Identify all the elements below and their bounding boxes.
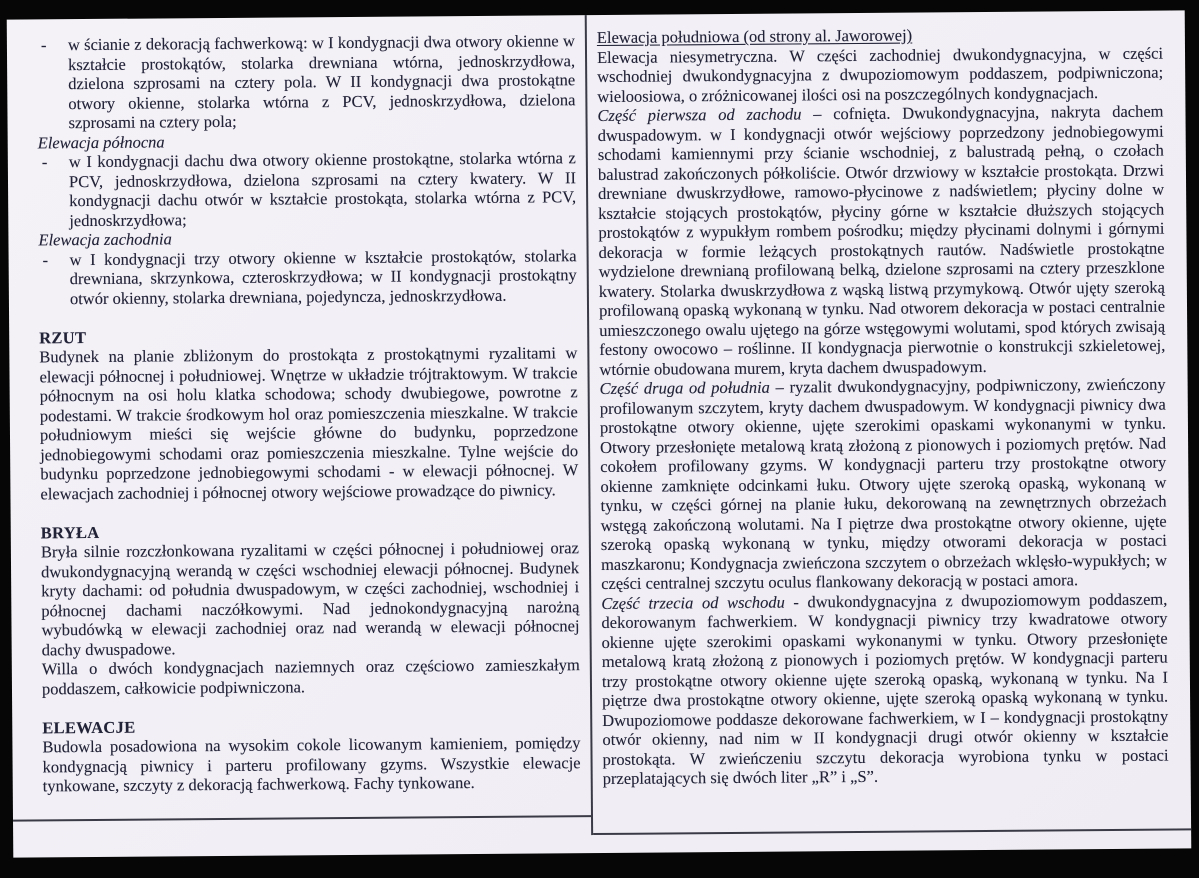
- section-heading-elewacja-poludniowa: Elewacja południowa (od strony al. Jaworowej): [596, 25, 913, 48]
- paragraph-lead: Część druga od południa: [599, 377, 770, 398]
- paragraph-bryla: Bryła silnie rozczłonkowana ryzalitami w części północnej i południowej oraz dwukondygnacyjną werandą w części wschodniej elewacji północnej. Budynek kryty dachami: od południa dwuspadowym, w części zachodniej, wschodniej i północnej dachami naczółkowymi. Nad jednokondygnacyjną narożną wybudówką w elewacji zachodniej oraz nad werandą w elewacji północnej dachy dwuspadowe.: [40, 538, 580, 659]
- paragraph-elewacja-overview: [597, 43, 1163, 106]
- paragraph-willa: Willa o dwóch kondygnacjach naziemnych oraz częściowo zamieszkałym poddaszem, całkowicie podpiwniczona.: [41, 655, 580, 698]
- paragraph-text: - dwukondygnacyjna z dwupoziomowym poddaszem, dekorowanym fachwerkiem. W kondygnacji piwnicy trzy kwadratowe otwory okienne ujęte szerokimi opaskami wykonanymi w tynku. Otwory przesłonięte metalową kratą złożoną z pionowych i poziomych prętów. W kondygnacji parteru trzy prostokątne otwory okienne ujęte szeroką opaską, wykonaną w tynku. Na I piętrze dwa prostokątne otwory okienne, ujęte szeroką opaską wykonaną w tynku. Dwupoziomowe poddasze dekorowane fachwerkiem, w I – kondygnacji prostokątny otwór okienny, nad nim w II kondygnacji drugi otwór okienny w kształcie prostokąta. W zwieńczeniu szczytu dekoracja wyrobiona tynku w postaci przeplatających się dwóch liter „R” i „S”.: [601, 589, 1169, 788]
- paragraph-text: Elewacja niesymetryczna. W części zachodniej dwukondygnacyjna, w części wschodniej dwukondygnacyjna z dwupoziomowym poddaszem, podpiwniczona; wieloosiowa, o zróżnicowanej ilości osi na poszczególnych kondygnacjach.: [596, 43, 1164, 106]
- list-item: [38, 148, 577, 230]
- paragraph-lead: Część pierwsza od zachodu: [597, 104, 802, 126]
- section-heading-rzut: RZUT: [39, 327, 87, 347]
- right-column: [587, 10, 1191, 835]
- bullet-dash: -: [40, 35, 47, 55]
- list-item: [39, 246, 577, 309]
- subsection-heading-elewacja-zachodnia: Elewacja zachodnia: [38, 229, 172, 250]
- subsection-heading-elewacja-polnocna: Elewacja północna: [37, 131, 165, 152]
- section-heading-bryla: BRYŁA: [40, 522, 100, 542]
- section-heading-elewacje: ELEWACJE: [42, 717, 136, 737]
- paragraph-czesc-trzecia: [601, 589, 1169, 788]
- left-column: [7, 15, 591, 822]
- list-item-text: w I kondygnacji dachu dwa otwory okienne prostokątne, stolarka wtórna z PCV, jednoskrzydłowa, dzielona szprosami na cztery kwatery. W II kondygnacji dachu otwór w kształcie prostokąta, stolarka wtórna z PCV, jednoskrzydłowa;: [68, 148, 577, 230]
- paragraph-elewacje: Budowla posadowiona na wysokim cokole licowanym kamieniem, pomiędzy kondygnacją piwnicy i parteru profilowany gzyms. Wszystkie elewacje tynkowane, szczyty z dekoracją fachwerkową. Fachy tynkowane.: [42, 733, 581, 796]
- bullet-dash: -: [42, 249, 49, 269]
- paragraph-text: – cofnięta. Dwukondygnacyjna, nakryta dachem dwuspadowym. w I kondygnacji otwór wejściowy poprzedzony jednobiegowymi schodami kamiennymi przy ścianie wschodniej, z balustradą pełną, o czołach balustrad zakończonych półkoliście. Otwór drzwiowy w kształcie prostokąta. Drzwi drewniane dwuskrzydłowe, ramowo-płycinowe z nadświetlem; płyciny dolne w kształcie stojących prostokątów, płyciny górne w kształcie dłuższych stojących prostokątów z wypukłym rombem pośrodku; między płycinami dolnymi i górnymi dekoracja w formie leżących prostokątnych rautów. Nadświetle prostokątne wydzielone drewnianą profilowaną belką, dzielone szprosami na cztery przeszklone kwatery. Stolarka dwuskrzydłowa z wąską listwą przymykową. Otwór ujęty szeroką profilowaną opaską wykonaną w tynku. Nad otworem dekoracja w postaci centralnie umieszczonego owalu ujętego na górze wstęgowymi wolutami, spod których zwisają festony owocowo – roślinne. II kondygnacja pierwotnie o konstrukcji szkieletowej, wtórnie obudowana murem, kryta dachem dwuspadowym.: [597, 101, 1166, 379]
- paragraph-lead: Część trzecia od wschodu: [601, 592, 785, 613]
- paragraph-text: – ryzalit dwukondygnacyjny, podpiwniczony, zwieńczony profilowanym szczytem, kryty dachem dwuspadowym. W kondygnacji piwnicy dwa prostokątne otwory okienne, ujęte szerokimi opaskami wykonanymi w tynku. Otwory przesłonięte metalową kratą złożoną z pionowych i poziomych prętów. Nad cokołem profilowany gzyms. W kondygnacji parteru trzy prostokątne otwory okienne zamknięte odcinkami łuku. Otwory ujęte szeroką opaską, wykonaną w tynku, w części górnej na planie łuku, dekorowaną na zewnętrznych obrzeżach wstęgą zakończoną wolutami. Na I piętrze dwa prostokątne otwory okienne, ujęte szeroką opaską wykonaną w tynku, między otworami dekoracja w postaci maszkaronu; Kondygnacja zwieńczona szczytem o obrzeżach wklęsło-wypukłych; w części centralnej szczytu oculus flankowany dekoracją w postaci amora.: [599, 374, 1168, 593]
- document-page: [7, 10, 1192, 857]
- paragraph-rzut: Budynek na planie zbliżonym do prostokąta z prostokątnymi ryzalitami w elewacji północnej i południowej. Wnętrze w układzie trójtraktowym. W trakcie północnym na osi holu klatka schodowa; schody dwubiegowe, powrotne z podestami. W trakcie środkowym hol oraz pomieszczenia mieszkalne. W trakcie południowym mieści się wejście główne do budynku, poprzedzone jednobiegowymi schodami oraz pomieszczenia mieszkalne. Tylne wejście do budynku poprzedzone jednobiegowymi schodami - w elewacji północnej. W elewacjach zachodniej i północnej otwory wejściowe prowadzące do piwnicy.: [39, 343, 579, 503]
- list-item-text: w I kondygnacji trzy otwory okienne w kształcie prostokątów, stolarka drewniana, skrzynkowa, czteroskrzydłowa; w II kondygnacji prostokątny otwór okienny, stolarka drewniana, pojedyncza, jednoskrzydłowa.: [69, 245, 577, 308]
- list-item-text: w ścianie z dekoracją fachwerkową: w I kondygnacji dwa otwory okienne w kształcie prostokątów, stolarka drewniana wtórna, jednoskrzydłowa, dzielona szprosami na cztery pola. W II kondygnacji dwa prostokątne otwory okienne, stolarka wtórna z PCV, jednoskrzydłowa, dzielona szprosami na cztery pola;: [67, 31, 576, 133]
- list-item: [37, 31, 576, 133]
- paragraph-czesc-druga: [600, 375, 1168, 594]
- bullet-dash: -: [41, 152, 48, 172]
- paragraph-czesc-pierwsza: [597, 102, 1165, 379]
